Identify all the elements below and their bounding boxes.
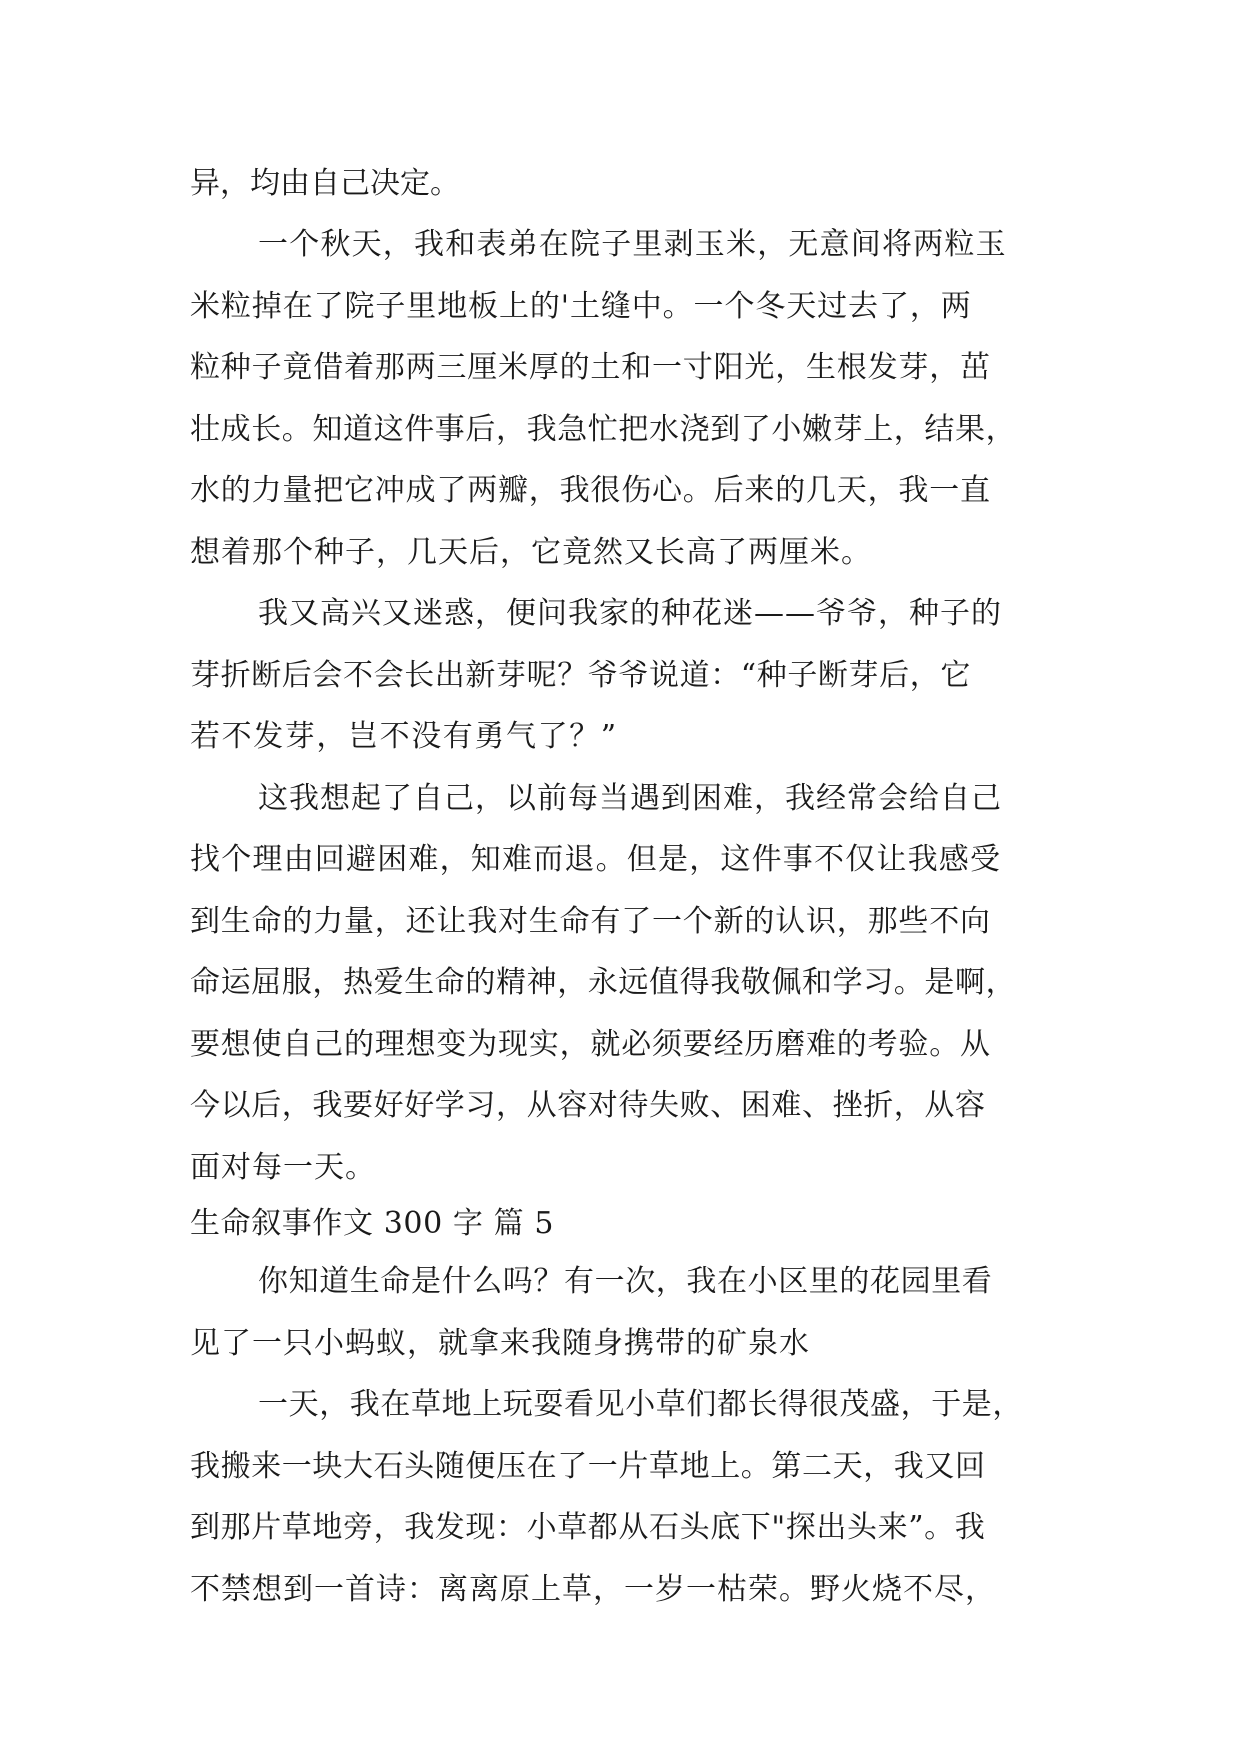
text-line: 壮成长。知道这件事后，我急忙把水浇到了小嫩芽上，结果， <box>190 412 1017 447</box>
paragraph-start-line: 这我想起了自己，以前每当遇到困难，我经常会给自己 <box>258 781 1002 816</box>
text-line: 若不发芽，岂不没有勇气了？” <box>190 719 618 754</box>
text-line: 不禁想到一首诗：离离原上草，一岁一枯荣。野火烧不尽， <box>190 1572 996 1607</box>
text-line: 米粒掉在了院子里地板上的'土缝中。一个冬天过去了，两 <box>190 289 972 324</box>
text-line: 粒种子竟借着那两三厘米厚的土和一寸阳光，生根发芽，茁 <box>190 350 991 385</box>
text-line: 水的力量把它冲成了两瓣，我很伤心。后来的几天，我一直 <box>190 473 991 508</box>
section-heading: 生命叙事作文 300 字 篇 5 <box>190 1206 555 1241</box>
text-line: 异，均由自己决定。 <box>190 166 460 201</box>
text-line: 见了一只小蚂蚁，就拿来我随身携带的矿泉水 <box>190 1326 810 1361</box>
text-line: 我搬来一块大石头随便压在了一片草地上。第二天，我又回 <box>190 1449 986 1484</box>
text-line: 找个理由回避困难，知难而退。但是，这件事不仅让我感受 <box>190 842 1002 877</box>
text-line: 要想使自己的理想变为现实，就必须要经历磨难的考验。从 <box>190 1027 991 1062</box>
paragraph-start-line: 一个秋天，我和表弟在院子里剥玉米，无意间将两粒玉 <box>258 227 1007 262</box>
text-line: 到生命的力量，还让我对生命有了一个新的认识，那些不向 <box>190 904 991 939</box>
text-line: 想着那个种子，几天后，它竟然又长高了两厘米。 <box>190 535 872 570</box>
text-line: 芽折断后会不会长出新芽呢？爷爷说道：“种子断芽后，它 <box>190 658 971 693</box>
paragraph-start-line: 你知道生命是什么吗？有一次，我在小区里的花园里看 <box>258 1264 993 1299</box>
text-line: 到那片草地旁，我发现：小草都从石头底下"探出头来”。我 <box>190 1510 986 1545</box>
paragraph-start-line: 我又高兴又迷惑，便问我家的种花迷——爷爷，种子的 <box>258 596 1002 631</box>
text-line: 今以后，我要好好学习，从容对待失败、困难、挫折，从容 <box>190 1088 986 1123</box>
text-line: 命运屈服，热爱生命的精神，永远值得我敬佩和学习。是啊， <box>190 965 1017 1000</box>
paragraph-start-line: 一天，我在草地上玩耍看见小草们都长得很茂盛，于是， <box>258 1387 1023 1422</box>
text-line: 面对每一天。 <box>190 1150 376 1185</box>
